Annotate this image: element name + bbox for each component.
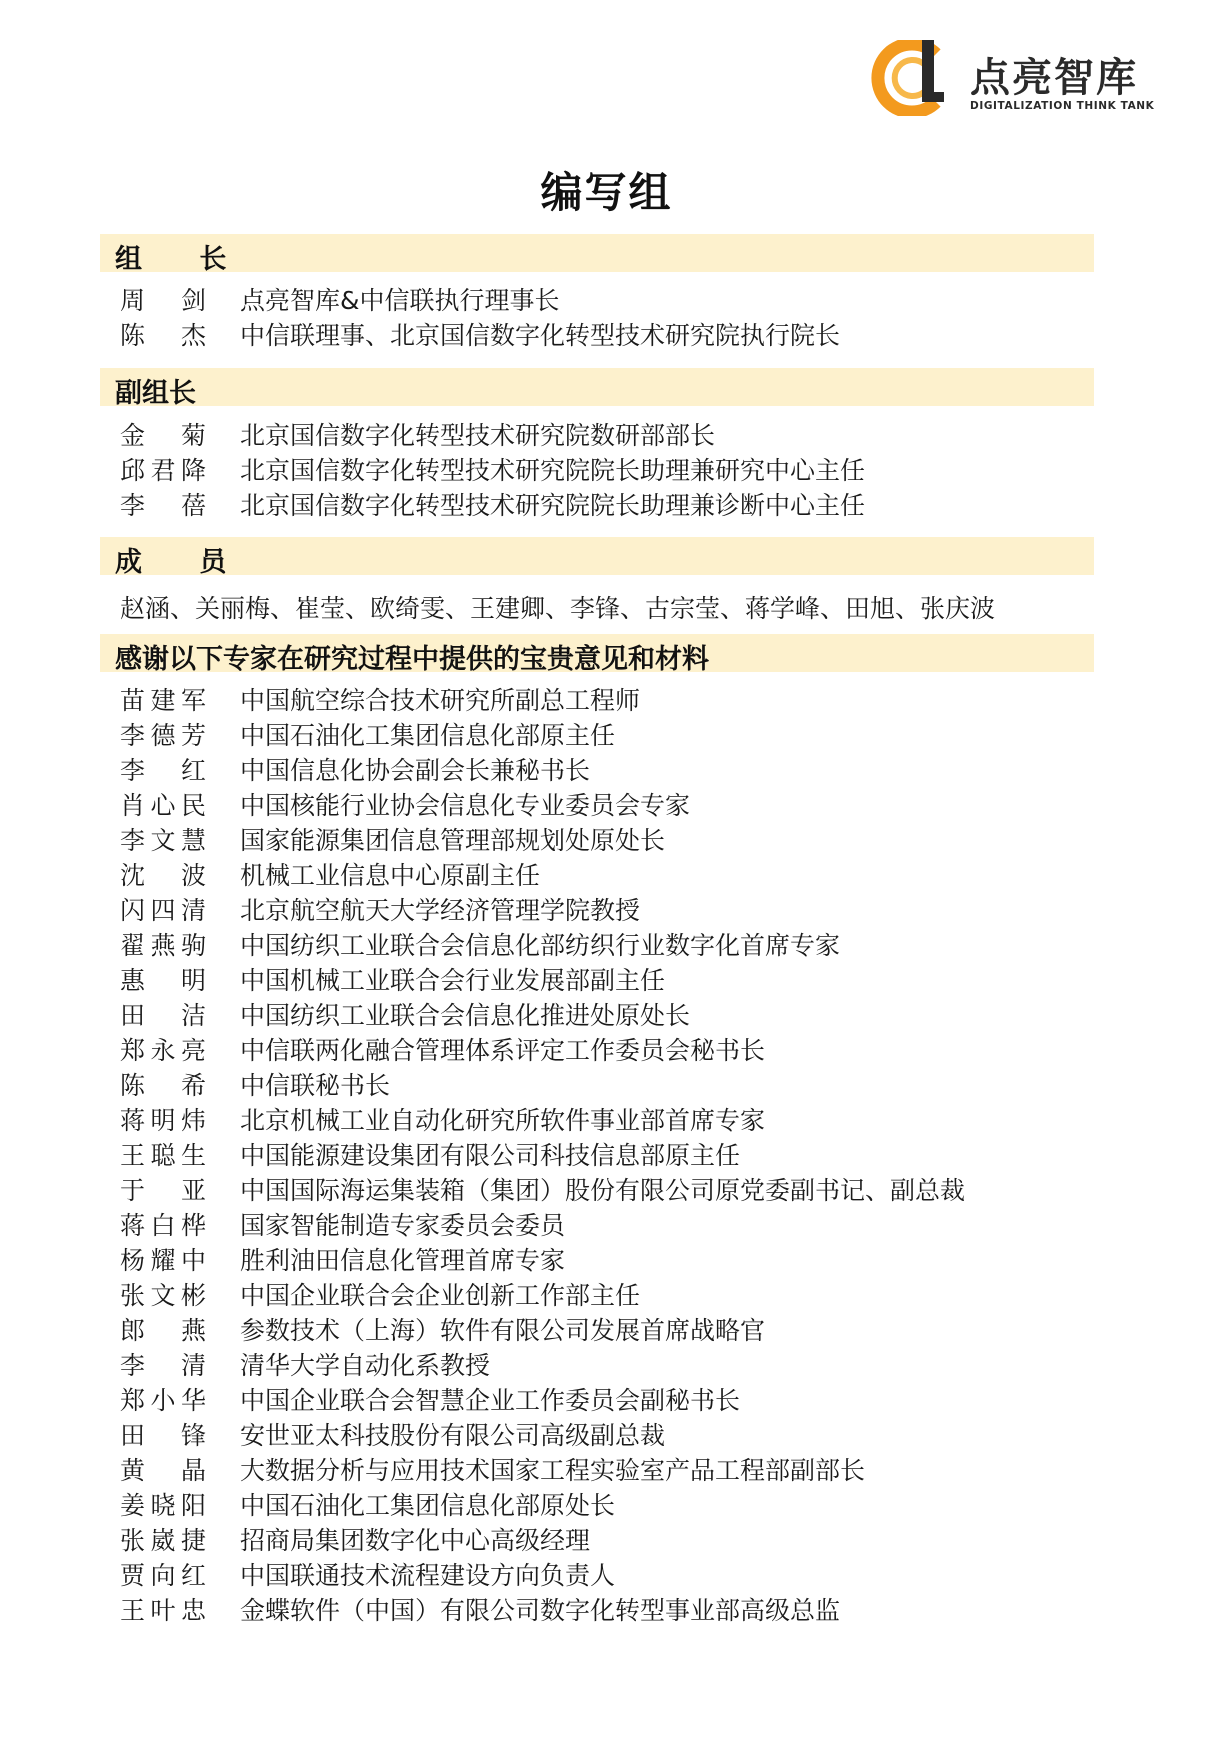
- person-title: 中国石油化工集团信息化部原处长: [240, 1491, 616, 1520]
- person-name: 李文慧: [120, 826, 206, 855]
- person-name: 田 洁: [120, 1001, 206, 1030]
- person-title: 参数技术（上海）软件有限公司发展首席战略官: [240, 1316, 766, 1345]
- person-title: 点亮智库&中信联执行理事长: [240, 286, 560, 315]
- person-title: 中国联通技术流程建设方向负责人: [240, 1561, 616, 1590]
- person-name: 李 蓓: [120, 491, 206, 520]
- person-title: 中国企业联合会智慧企业工作委员会副秘书长: [240, 1386, 741, 1415]
- person-title: 中信联两化融合管理体系评定工作委员会秘书长: [240, 1036, 766, 1065]
- section-deputies-title: 副组长: [115, 378, 196, 409]
- person-name: 陈 希: [120, 1071, 206, 1100]
- person-title: 清华大学自动化系教授: [240, 1351, 491, 1380]
- person-name: 张崴捷: [120, 1526, 206, 1555]
- person-title: 安世亚太科技股份有限公司高级副总裁: [240, 1421, 666, 1450]
- person-name: 李德芳: [120, 721, 206, 750]
- person-name: 李 红: [120, 756, 206, 785]
- person-title: 北京国信数字化转型技术研究院数研部部长: [240, 421, 716, 450]
- person-title: 机械工业信息中心原副主任: [240, 861, 541, 890]
- person-title: 中国企业联合会企业创新工作部主任: [240, 1281, 641, 1310]
- person-title: 中国国际海运集装箱（集团）股份有限公司原党委副书记、副总裁: [240, 1176, 966, 1205]
- person-name: 郑永亮: [120, 1036, 206, 1065]
- person-name: 杨耀中: [120, 1246, 206, 1275]
- person-title: 中国核能行业协会信息化专业委员会专家: [240, 791, 691, 820]
- section-deputies-header: [100, 368, 1094, 409]
- person-name: 沈 波: [120, 861, 206, 890]
- members-list: 赵涵、关丽梅、崔莹、欧绮雯、王建卿、李锋、古宗莹、蒋学峰、田旭、张庆波: [120, 594, 996, 623]
- person-name: 周 剑: [120, 286, 206, 315]
- person-name: 闪四清: [120, 896, 206, 925]
- person-title: 国家能源集团信息管理部规划处原处长: [240, 826, 666, 855]
- person-name: 姜晓阳: [120, 1491, 206, 1520]
- person-title: 招商局集团数字化中心高级经理: [240, 1526, 591, 1555]
- person-title: 中信联理事、北京国信数字化转型技术研究院执行院长: [240, 321, 841, 350]
- person-name: 田 锋: [120, 1421, 206, 1450]
- section-leaders-header: [100, 234, 1094, 275]
- person-title: 中国航空综合技术研究所副总工程师: [240, 686, 641, 715]
- section-members-title: 成 员: [115, 547, 251, 578]
- brand-logo-icon: [866, 40, 944, 116]
- person-name: 郑小华: [120, 1386, 206, 1415]
- person-name: 惠 明: [120, 966, 206, 995]
- person-name: 王聪生: [120, 1141, 206, 1170]
- person-title: 北京航空航天大学经济管理学院教授: [240, 896, 641, 925]
- brand-logo: [866, 40, 1166, 120]
- person-name: 黄 晶: [120, 1456, 206, 1485]
- person-title: 中国机械工业联合会行业发展部副主任: [240, 966, 666, 995]
- person-name: 王叶忠: [120, 1596, 206, 1625]
- person-name: 张文彬: [120, 1281, 206, 1310]
- section-members-header: [100, 537, 1094, 578]
- person-title: 金蝶软件（中国）有限公司数字化转型事业部高级总监: [240, 1596, 841, 1625]
- person-name: 翟燕驹: [120, 931, 206, 960]
- person-name: 于 亚: [120, 1176, 206, 1205]
- section-leaders-title: 组 长: [115, 244, 251, 275]
- person-title: 中国石油化工集团信息化部原主任: [240, 721, 616, 750]
- brand-name-cn: 点亮智库: [970, 55, 1138, 101]
- person-name: 金 菊: [120, 421, 206, 450]
- section-experts-header: [100, 634, 1094, 675]
- person-name: 郎 燕: [120, 1316, 206, 1345]
- person-name: 陈 杰: [120, 321, 206, 350]
- person-name: 李 清: [120, 1351, 206, 1380]
- person-name: 贾向红: [120, 1561, 206, 1590]
- person-title: 胜利油田信息化管理首席专家: [240, 1246, 566, 1275]
- person-name: 邱君降: [120, 456, 206, 485]
- person-name: 蒋明炜: [120, 1106, 206, 1135]
- person-title: 中国能源建设集团有限公司科技信息部原主任: [240, 1141, 741, 1170]
- person-title: 中国纺织工业联合会信息化推进处原处长: [240, 1001, 691, 1030]
- person-title: 国家智能制造专家委员会委员: [240, 1211, 566, 1240]
- page-title: 编写组: [540, 168, 673, 217]
- person-title: 中国信息化协会副会长兼秘书长: [240, 756, 591, 785]
- person-title: 中信联秘书长: [240, 1071, 391, 1100]
- person-name: 苗建军: [120, 686, 206, 715]
- person-title: 大数据分析与应用技术国家工程实验室产品工程部副部长: [240, 1456, 866, 1485]
- section-experts-title: 感谢以下专家在研究过程中提供的宝贵意见和材料: [115, 644, 709, 675]
- person-title: 中国纺织工业联合会信息化部纺织行业数字化首席专家: [240, 931, 841, 960]
- brand-name-en: DIGITALIZATION THINK TANK: [970, 100, 1155, 112]
- person-title: 北京国信数字化转型技术研究院院长助理兼研究中心主任: [240, 456, 866, 485]
- person-title: 北京国信数字化转型技术研究院院长助理兼诊断中心主任: [240, 491, 866, 520]
- person-name: 蒋白桦: [120, 1211, 206, 1240]
- person-name: 肖心民: [120, 791, 206, 820]
- person-title: 北京机械工业自动化研究所软件事业部首席专家: [240, 1106, 766, 1135]
